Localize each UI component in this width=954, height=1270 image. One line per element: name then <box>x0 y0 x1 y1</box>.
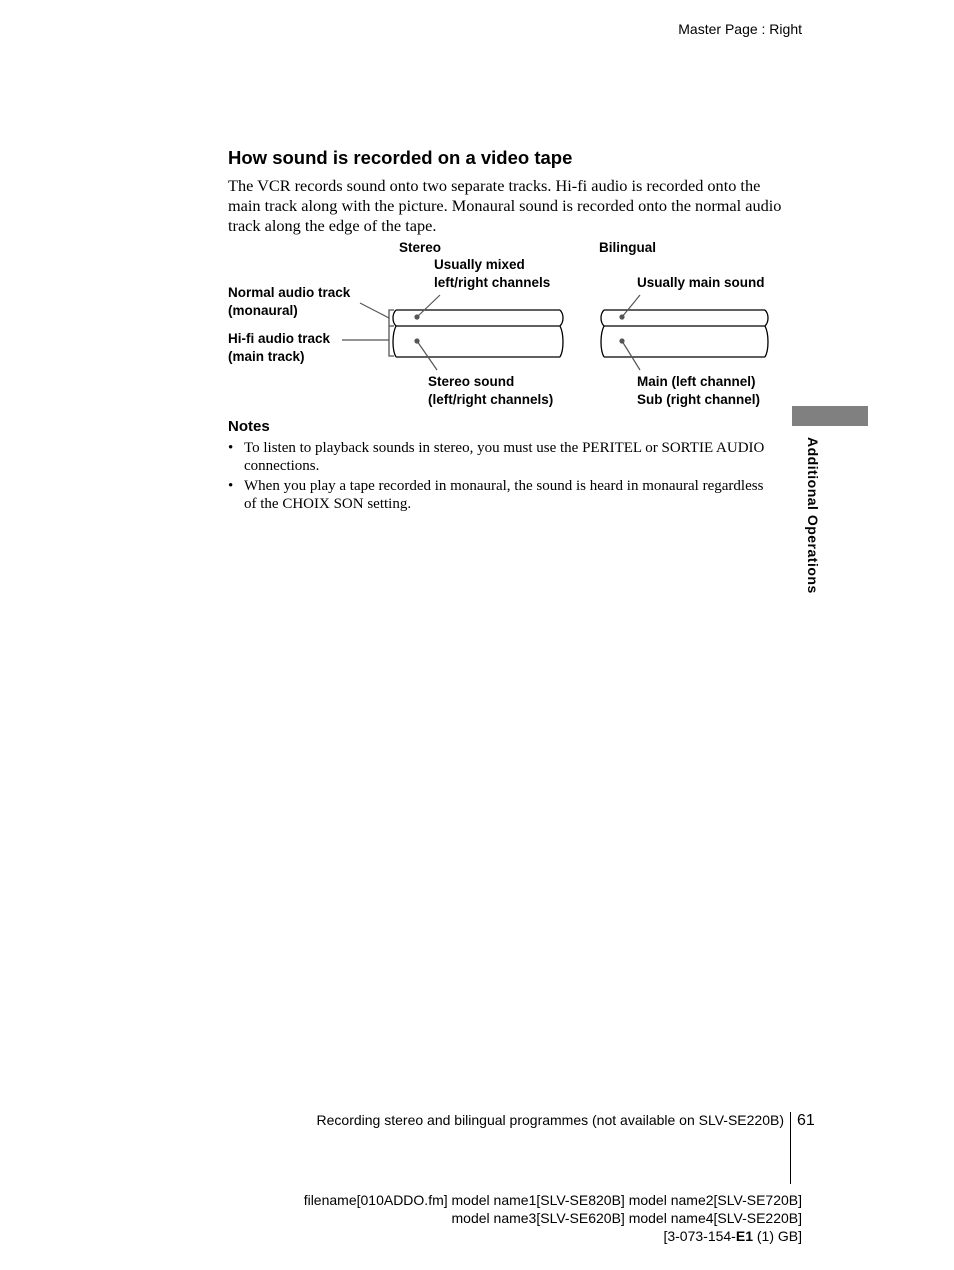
file-info-line-2: model name3[SLV-SE620B] model name4[SLV-SE220B] <box>451 1210 802 1226</box>
notes-title: Notes <box>228 418 270 435</box>
bilingual-heading: Bilingual <box>599 240 656 255</box>
usually-mixed-label: Usually mixed left/right channels <box>434 257 551 290</box>
hifi-audio-track-label: Hi-fi audio track (main track) <box>228 331 331 364</box>
footer-divider <box>790 1112 791 1184</box>
side-tab-label: Additional Operations <box>805 437 821 594</box>
normal-audio-track-label: Normal audio track (monaural) <box>228 285 351 318</box>
list-item <box>228 439 768 475</box>
section-title: How sound is recorded on a video tape <box>228 147 573 168</box>
note-text: To listen to playback sounds in stereo, you must use the PERITEL or SORTIE AUDIO connections. <box>244 440 765 474</box>
footer-caption: Recording stereo and bilingual programmes (not available on SLV-SE220B) <box>316 1112 784 1128</box>
tape-track-diagram <box>0 0 954 420</box>
intro-paragraph: The VCR records sound onto two separate tracks. Hi-fi audio is recorded onto the main track along with the picture. Monaural sound is recorded onto the normal audio track along the edge of the tape. <box>228 176 782 235</box>
main-sub-channel-label: Main (left channel) Sub (right channel) <box>637 374 760 407</box>
leader-lines <box>342 295 640 370</box>
list-item <box>228 477 768 513</box>
bilingual-tape <box>601 310 768 357</box>
file-info-line-1: filename[010ADDO.fm] model name1[SLV-SE820B] model name2[SLV-SE720B] <box>303 1192 802 1208</box>
stereo-sound-label: Stereo sound (left/right channels) <box>428 374 554 407</box>
side-tab-marker <box>792 406 868 426</box>
master-page-label: Master Page : Right <box>678 21 802 37</box>
note-text: When you play a tape recorded in monaural, the sound is heard in monaural regardless of the CHOIX SON setting. <box>244 478 764 512</box>
bullet: • <box>228 478 234 494</box>
notes-list <box>228 439 768 515</box>
page-number: 61 <box>797 1112 815 1129</box>
stereo-heading: Stereo <box>399 240 442 255</box>
file-info <box>304 1191 802 1245</box>
file-info-code: [3-073-154-E1 (1) GB] <box>663 1228 802 1244</box>
usually-main-sound-label: Usually main sound <box>637 275 765 290</box>
bullet: • <box>228 440 234 456</box>
leader-dots <box>414 314 624 343</box>
